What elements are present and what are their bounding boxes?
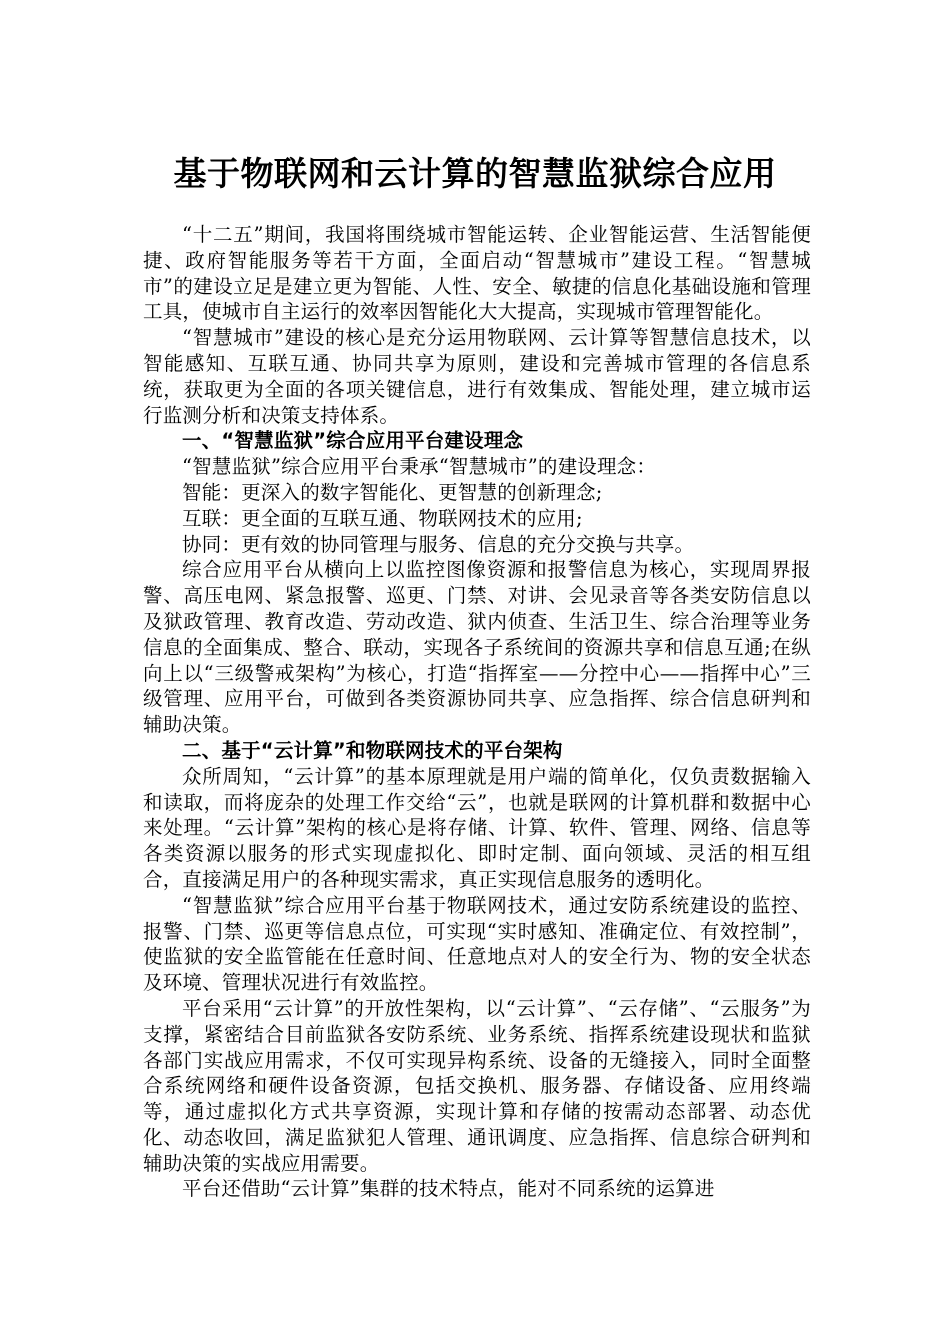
paragraph-intelligence: 智能：更深入的数字智能化、更智慧的创新理念; bbox=[182, 480, 603, 504]
document-body bbox=[143, 222, 811, 1202]
paragraph-intro: “十二五”期间，我国将围绕城市智能运转、企业智能运营、生活智能便捷、政府智能服务等若干方面，全面启动“智慧城市”建设工程。“智慧城市”的建设立足是建立更为智能、人性、安全、敏捷的信息化基础设施和管理工具，使城市自主运行的效率因智能化大大提高，实现城市管理智能化。 bbox=[143, 223, 811, 324]
paragraph-platform-overview: 综合应用平台从横向上以监控图像资源和报警信息为核心，实现周界报警、高压电网、紧急报警、巡更、门禁、对讲、会见录音等各类安防信息以及狱政管理、教育改造、劳动改造、狱内侦查、生活卫生、综合治理等业务信息的全面集成、整合、联动，实现各子系统间的资源共享和信息互通;在纵向上以“三级警戒架构”为核心，打造“指挥室——分控中心——指挥中心”三级管理、应用平台，可做到各类资源协同共享、应急指挥、综合信息研判和辅助决策。 bbox=[143, 558, 811, 737]
paragraph-interconnection: 互联：更全面的互联互通、物联网技术的应用; bbox=[182, 506, 583, 530]
paragraph-collaboration: 协同：更有效的协同管理与服务、信息的充分交换与共享。 bbox=[182, 532, 695, 556]
section-heading-1: 一、“智慧监狱”综合应用平台建设理念 bbox=[182, 429, 524, 453]
document-title: 基于物联网和云计算的智慧监狱综合应用 bbox=[173, 154, 777, 193]
paragraph-concept: “智慧监狱”综合应用平台秉承“智慧城市”的建设理念： bbox=[182, 455, 657, 479]
paragraph-cluster: 平台还借助“云计算”集群的技术特点，能对不同系统的运算进 bbox=[182, 1177, 715, 1201]
paragraph-architecture: 平台采用“云计算”的开放性架构，以“云计算”、“云存储”、“云服务”为支撑，紧密结合目前监狱各安防系统、业务系统、指挥系统建设现状和监狱各部门实战应用需求，不仅可实现异构系统、设备的无缝接入，同时全面整合系统网络和硬件设备资源，包括交换机、服务器、存储设备、应用终端等，通过虚拟化方式共享资源，实现计算和存储的按需动态部署、动态优化、动态收回，满足监狱犯人管理、通讯调度、应急指挥、信息综合研判和辅助决策的实战应用需要。 bbox=[143, 996, 811, 1175]
paragraph-cloud-principle: 众所周知，“云计算”的基本原理就是用户端的简单化，仅负责数据输入和读取，而将庞杂的处理工作交给“云”，也就是联网的计算机群和数据中心来处理。“云计算”架构的核心是将存储、计算、软件、管理、网络、信息等各类资源以服务的形式实现虚拟化、即时定制、面向领域、灵活的相互组合，直接满足用户的各种现实需求，真正实现信息服务的透明化。 bbox=[143, 764, 811, 891]
section-heading-2: 二、基于“云计算”和物联网技术的平台架构 bbox=[182, 738, 563, 762]
paragraph-iot: “智慧监狱”综合应用平台基于物联网技术，通过安防系统建设的监控、报警、门禁、巡更等信息点位，可实现“实时感知、准确定位、有效控制”，使监狱的安全监管能在任意时间、任意地点对人的安全行为、物的安全状态及环境、管理状况进行有效监控。 bbox=[143, 893, 811, 995]
paragraph-core: “智慧城市”建设的核心是充分运用物联网、云计算等智慧信息技术，以智能感知、互联互通、协同共享为原则，建设和完善城市管理的各信息系统，获取更为全面的各项关键信息，进行有效集成、智能处理，建立城市运行监测分析和决策支持体系。 bbox=[143, 326, 811, 427]
